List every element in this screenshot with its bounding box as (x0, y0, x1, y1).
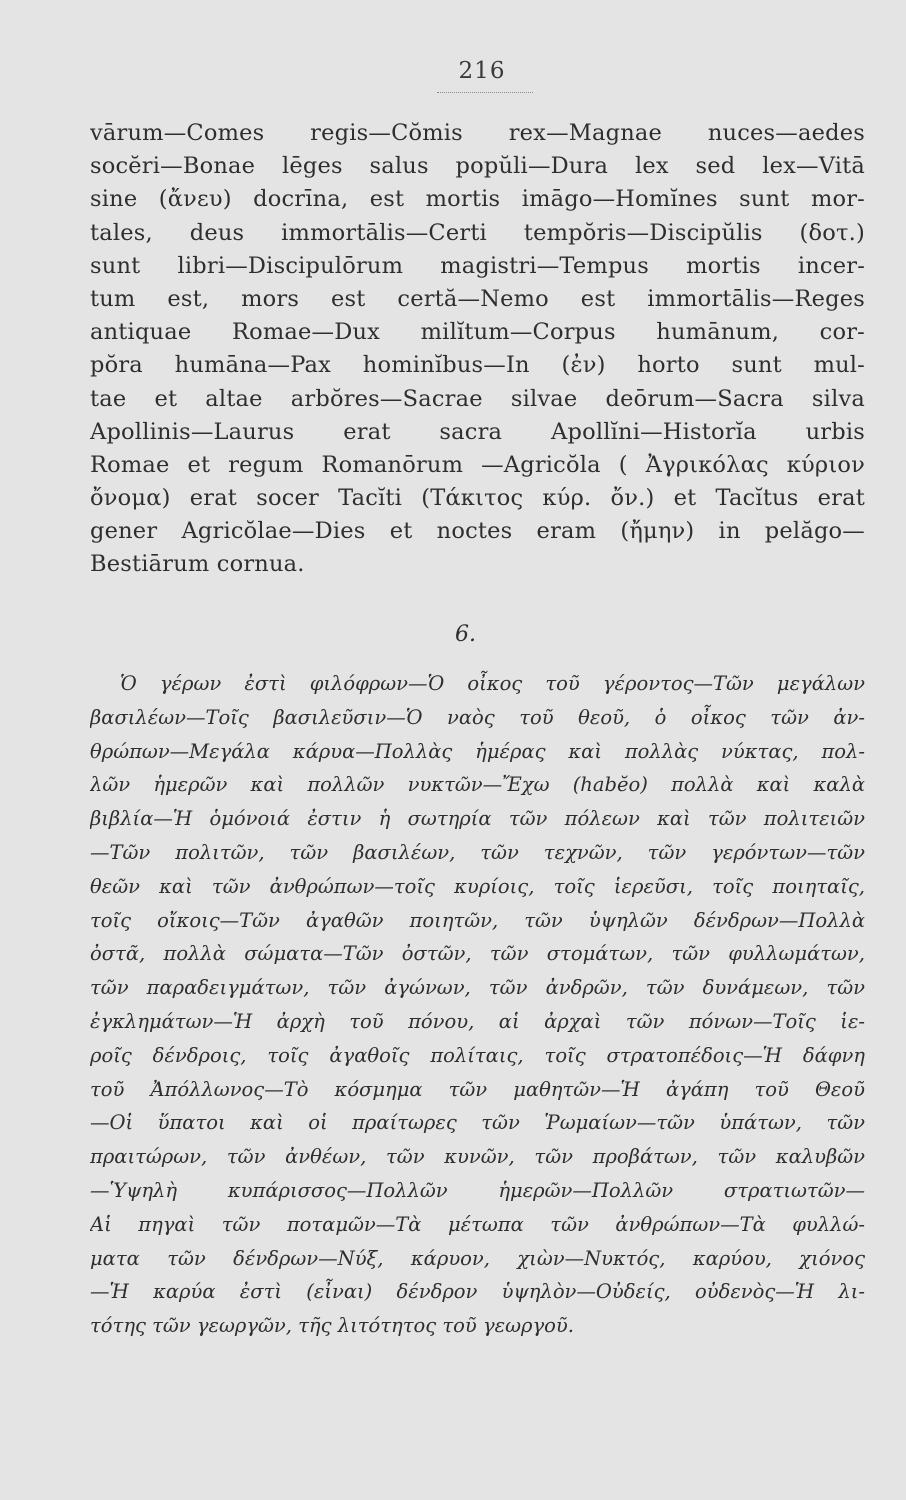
text-line: tae et altae arbŏres—Sacrae silvae deōrum—Sacra silva (90, 385, 865, 412)
text-line: τῶν παραδειγμάτων, τῶν ἀγώνων, τῶν ἀνδρῶν, τῶν δυνάμεων, τῶν (90, 976, 865, 1000)
text-line: θρώπων—Μεγάλα κάρυα—Πολλὰς ἡμέρας καὶ πολλὰς νύκτας, πολ- (90, 739, 865, 763)
text-line: pŏra humāna—Pax hominĭbus—In (ἐν) horto sunt mul- (90, 352, 865, 379)
page-number: 216 (458, 58, 506, 84)
text-line: —Τῶν πολιτῶν, τῶν βασιλέων, τῶν τεχνῶν, τῶν γερόντων—τῶν (90, 840, 865, 864)
text-line: Bestiārum cornua. (90, 551, 305, 578)
text-line: antiquae Romae—Dux milĭtum—Corpus humānum, cor- (90, 319, 865, 346)
text-line: socĕri—Bonae lēges salus popŭli—Dura lex sed lex—Vitā (90, 153, 865, 180)
text-line: τοῦ Ἀπόλλωνος—Τὸ κόσμημα τῶν μαθητῶν—Ἡ ἀγάπη τοῦ Θεοῦ (90, 1077, 865, 1101)
text-line: τοῖς οἴκοις—Τῶν ἀγαθῶν ποιητῶν, τῶν ὑψηλῶν δένδρων—Πολλὰ (90, 908, 865, 932)
greek-exercise-text (90, 667, 865, 1343)
text-line: —Ὑψηλὴ κυπάρισσος—Πολλῶν ἡμερῶν—Πολλῶν στρατιωτῶν— (90, 1178, 865, 1202)
section-number: 6. (455, 622, 476, 647)
page-number-rule (437, 92, 533, 93)
text-line: ἐγκλημάτων—Ἡ ἀρχὴ τοῦ πόνου, αἱ ἀρχαὶ τῶν πόνων—Τοῖς ἱε- (90, 1009, 865, 1033)
text-line: tales, deus immortālis—Certi tempŏris—Discipŭlis (δοτ.) (90, 219, 865, 246)
text-line: tum est, mors est certă—Nemo est immortālis—Reges (90, 285, 865, 312)
text-line: gener Agricŏlae—Dies et noctes eram (ἤμην) in pelăgo— (90, 518, 865, 545)
text-line: ροῖς δένδροις, τοῖς ἀγαθοῖς πολίταις, τοῖς στρατοπέδοις—Ἡ δάφνη (90, 1043, 865, 1067)
text-line: θεῶν καὶ τῶν ἀνθρώπων—τοῖς κυρίοις, τοῖς ἱερεῦσι, τοῖς ποιηταῖς, (90, 874, 865, 898)
text-line: λῶν ἡμερῶν καὶ πολλῶν νυκτῶν—Ἔχω (habĕo) πολλὰ καὶ καλὰ (90, 773, 865, 797)
text-line: sine (ἄνευ) docrīna, est mortis imāgo—Homĭnes sunt mor- (90, 186, 865, 213)
text-line: βασιλέων—Τοῖς βασιλεῦσιν—Ὁ ναὸς τοῦ θεοῦ, ὁ οἶκος τῶν ἀν- (90, 705, 865, 729)
text-line: ὀστᾶ, πολλὰ σώματα—Τῶν ὀστῶν, τῶν στομάτων, τῶν φυλλωμάτων, (90, 942, 865, 966)
latin-exercise-text (90, 117, 865, 582)
text-line: —Ἡ καρύα ἐστὶ (εἶναι) δένδρον ὑψηλὸν—Οὐδείς, οὐδενὸς—Ἡ λι- (90, 1280, 865, 1304)
text-line: πραιτώρων, τῶν ἀνθέων, τῶν κυνῶν, τῶν προβάτων, τῶν καλυβῶν (90, 1145, 865, 1169)
text-line: Romae et regum Romanōrum —Agricŏla ( Ἀγρικόλας κύριον (90, 451, 865, 478)
text-line: Ὁ γέρων ἐστὶ φιλόφρων—Ὁ οἶκος τοῦ γέροντος—Τῶν μεγάλων (120, 672, 865, 695)
text-line: vārum—Comes regis—Cŏmis rex—Magnae nuces—aedes (90, 120, 865, 146)
text-line: βιβλία—Ἡ ὁμόνοιά ἐστιν ἡ σωτηρία τῶν πόλεων καὶ τῶν πολιτειῶν (90, 807, 865, 831)
text-line: ματα τῶν δένδρων—Νύξ, κάρυον, χιὼν—Νυκτός, καρύου, χιόνος (90, 1246, 865, 1270)
text-line: —Οἱ ὕπατοι καὶ οἱ πραίτωρες τῶν Ῥωμαίων—τῶν ὑπάτων, τῶν (90, 1111, 865, 1135)
text-line: τότης τῶν γεωργῶν, τῆς λιτότητος τοῦ γεωργοῦ. (90, 1314, 574, 1338)
text-line: Apollinis—Laurus erat sacra Apollĭni—Historĭa urbis (90, 418, 865, 445)
text-line: ὄνομα) erat socer Tacĭti (Τάκιτος κύρ. ὄν.) et Tacĭtus erat (90, 485, 865, 512)
text-line: sunt libri—Discipulōrum magistri—Tempus mortis incer- (90, 252, 865, 279)
text-line: Αἱ πηγαὶ τῶν ποταμῶν—Τὰ μέτωπα τῶν ἀνθρώπων—Τὰ φυλλώ- (90, 1212, 865, 1236)
